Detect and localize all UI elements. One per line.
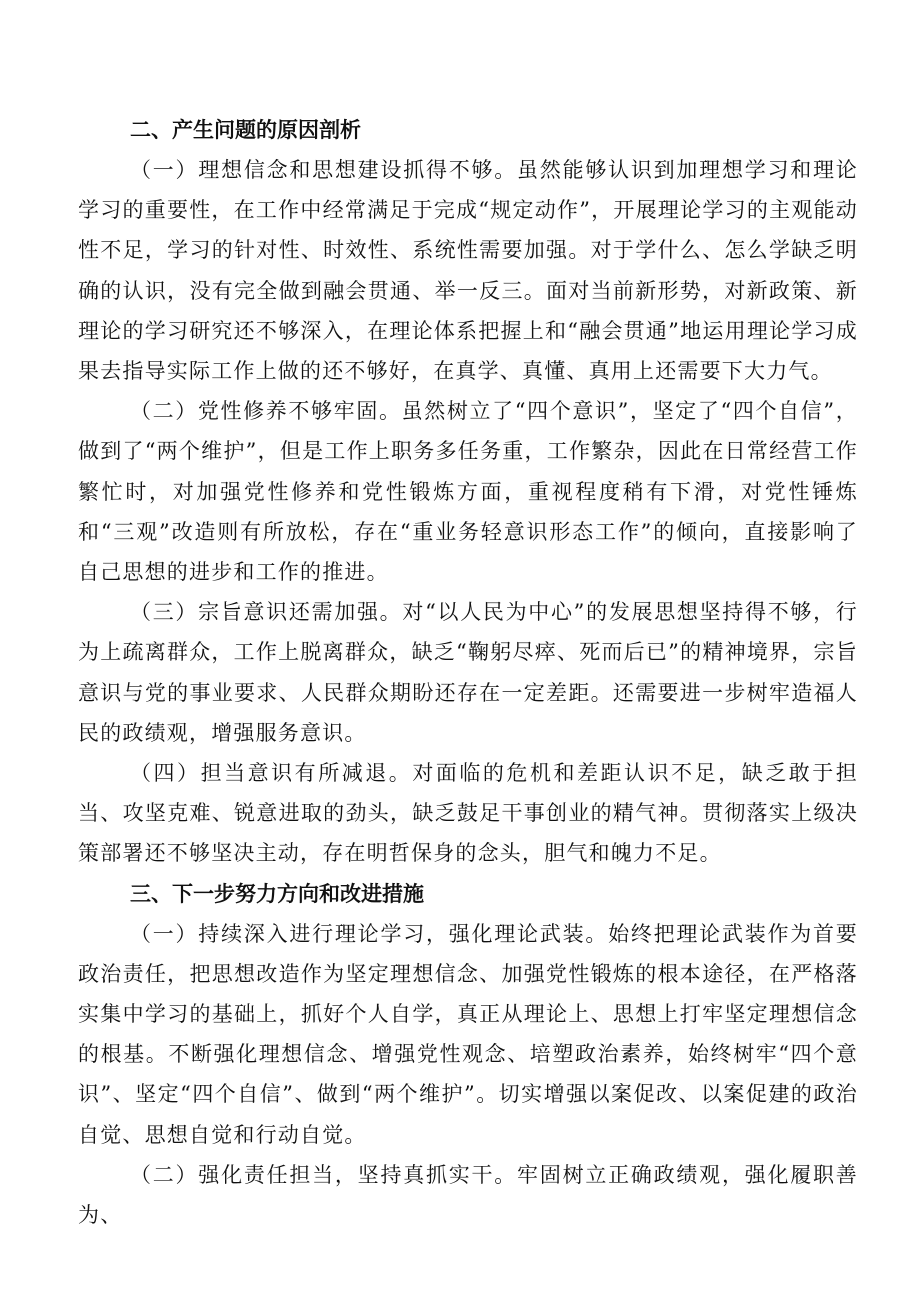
paragraph-measure-1: （一）持续深入进行理论学习，强化理论武装。始终把理论武装作为首要政治责任，把思想改造作为坚定理想信念、加强党性锻炼的根本途径，在严格落实集中学习的基础上，抓好个人自学，真正从理论上、思想上打牢坚定理想信念的根基。不断强化理想信念、增强党性观念、培塑政治素养，始终树牢“四个意识”、坚定“四个自信”、做到“两个维护”。切实增强以案促改、以案促建的政治自觉、思想自觉和行动自觉。 xyxy=(78,921,858,1147)
paragraph-cause-3: （三）宗旨意识还需加强。对“以人民为中心”的发展思想坚持得不够，行为上疏离群众，工作上脱离群众，缺乏“鞠躬尽瘁、死而后已”的精神境界，宗旨意识与党的事业要求、人民群众期盼还存在一定差距。还需要进一步树牢造福人民的政绩观，增强服务意识。 xyxy=(78,600,858,745)
paragraph-measure-2: （二）强化责任担当，坚持真抓实干。牢固树立正确政绩观，强化履职善为、 xyxy=(78,1162,858,1228)
paragraph-cause-1: （一）理想信念和思想建设抓得不够。虽然能够认识到加理想学习和理论学习的重要性，在工作中经常满足于完成“规定动作”，开展理论学习的主观能动性不足，学习的针对性、时效性、系统性需要加强。对于学什么、怎么学缺乏明确的认识，没有完全做到融会贯通、举一反三。面对当前新形势，对新政策、新理论的学习研究还不够深入，在理论体系把握上和“融会贯通”地运用理论学习成果去指导实际工作上做的还不够好，在真学、真懂、真用上还需要下大力气。 xyxy=(78,158,858,384)
section-heading-3: 三、下一步努力方向和改进措施 xyxy=(130,881,424,906)
document-body xyxy=(78,110,858,1235)
paragraph-cause-2: （二）党性修养不够牢固。虽然树立了“四个意识”，坚定了“四个自信”，做到了“两个维护”，但是工作上职务多任务重，工作繁杂，因此在日常经营工作繁忙时，对加强党性修养和党性锻炼方面，重视程度稍有下滑，对党性锤炼和“三观”改造则有所放松，存在“重业务轻意识形态工作”的倾向，直接影响了自己思想的进步和工作的推进。 xyxy=(78,399,858,585)
paragraph-cause-4: （四）担当意识有所减退。对面临的危机和差距认识不足，缺乏敢于担当、攻坚克难、锐意进取的劲头，缺乏鼓足干事创业的精气神。贯彻落实上级决策部署还不够坚决主动，存在明哲保身的念头，胆气和魄力不足。 xyxy=(78,761,858,866)
section-heading-2: 二、产生问题的原因剖析 xyxy=(130,118,361,142)
